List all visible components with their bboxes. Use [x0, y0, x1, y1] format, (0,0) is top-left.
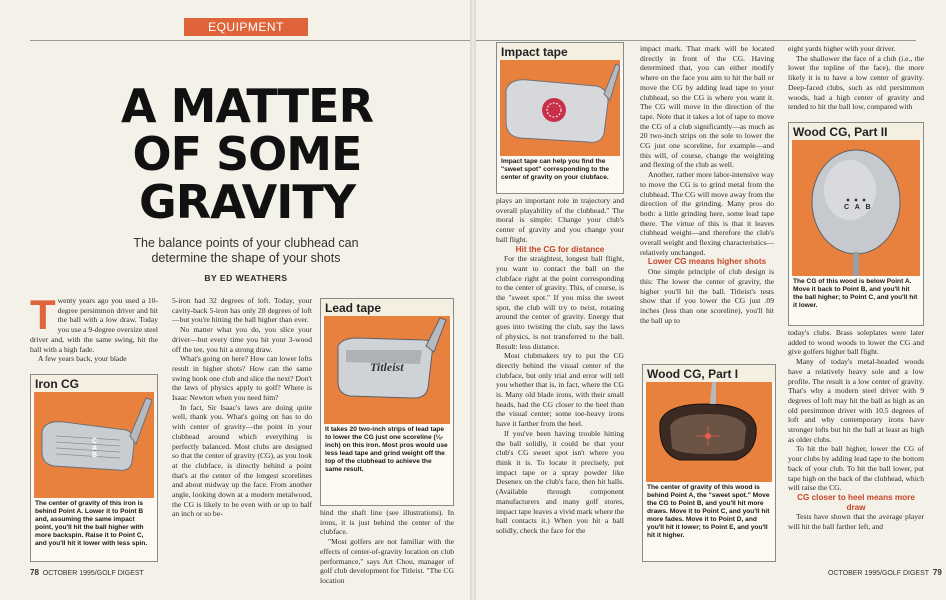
paragraph: hind the shaft line (see illustrations). In irons, it is just behind the center of the clubface.: [320, 508, 454, 537]
paragraph: eight yards higher with your driver.: [788, 44, 896, 53]
paragraph: To hit the ball higher, lower the CG of your clubs by adding lead tape to the bottom back of your club. To hit the ball lower, put tape high on the back of the clubhead, which will raise the CG.: [788, 444, 925, 493]
paragraph: plays an important role in trajectory and overall playability of the clubhead." The moral is simple: Change your club's center of gravity and you change your ball flight.: [496, 196, 624, 244]
paragraph: The shallower the face of a club (i.e., the lower the topline of the face), the more likely it is to have a low center of gravity. Deep-faced clubs, such as old persimmon woods, had a high center of gravity and tended to hit the ball low, compared with: [788, 53, 924, 112]
top-rule: [30, 40, 470, 41]
point-c-label: C: [92, 438, 98, 445]
point-b-label: B: [92, 452, 98, 459]
column-4: [496, 196, 624, 536]
impact-tape-box: [496, 42, 624, 194]
folio-right: [828, 568, 942, 577]
paragraph: For the straightest, longest ball flight, you want to contact the ball on the clubface right at the point corresponding to the center of gravity. This, of course, is the "sweet spot." If you miss the sweet spot, the club will try to twist, rotating around the center of gravity. Energy that goes into twisting the club, say the laws of physics, is not transferred to the ball. Result: less distance.: [496, 254, 624, 351]
club-brand: Titleist: [370, 360, 404, 374]
paragraph: No matter what you do, you slice your driver—but every time you hit your 3-wood off the tee, you hit a strong draw.: [172, 325, 312, 354]
column-1: [30, 291, 158, 364]
iron-photo: [34, 392, 154, 498]
box-caption: The center of gravity of this iron is behind Point A. Lower it to Point B and, assuming the same impact point, you'll hit the ball higher with more backspin. Raise it to Point C, and you'll hit it lower with less spin.: [35, 500, 148, 547]
subhead: Lower CG means higher shots: [647, 257, 767, 267]
page-number: 79: [932, 568, 942, 577]
box-title: Wood CG, Part I: [643, 365, 775, 382]
driver-face-photo: [646, 382, 772, 482]
box-caption: Impact tape can help you find the "sweet spot" corresponding to the center of gravity on your clubface.: [501, 158, 610, 181]
paragraph: If you've been having trouble hitting the ball solidly, it could be that your club's CG sweet spot isn't where you think it is. To locate it precisely, put impact tape or a spray powder like Desenex on the club's face, then hit balls. (Available through component manufacturers and many golf stores, impact tape leaves a vivid mark where the ball contacts it.) When you hit a ball solidly, check the face for the: [496, 428, 624, 535]
box-title: Iron CG: [31, 375, 157, 392]
box-title: Lead tape: [321, 299, 453, 316]
column-2: [172, 296, 312, 519]
drop-cap: T: [30, 291, 56, 338]
right-page: [476, 0, 946, 600]
impact-mark-icon: [500, 60, 620, 156]
folio-text: OCTOBER 1995/GOLF DIGEST: [42, 570, 144, 577]
paragraph: What's going on here? How can lower lofts result in higher shots? How can the same swing hook one club and slice the next? Don't the laws of physics apply to golf? Where is Isaac Newton when you need him?: [172, 354, 312, 403]
column-6-continued: [788, 328, 924, 532]
cg-point-labels: [92, 438, 97, 459]
wood-cg-part-1-box: [642, 364, 776, 562]
cg-point-labels: C A B: [844, 204, 873, 211]
column-5: [640, 44, 774, 325]
byline: BY ED WEATHERS: [204, 273, 288, 283]
deck: The balance points of your clubhead can determine the shape of your shots: [133, 236, 359, 265]
paragraph: today's clubs. Brass soleplates were later added to wood woods to lower the CG and give golfers higher ball flight.: [788, 328, 924, 357]
wood-sole-photo: [792, 140, 920, 276]
paragraph: impact mark. That mark will be located directly in front of the CG. Having determined that, you can either modify where on the face you aim to hit the ball or move the CG by adding lead tape to your clubhead, so the CG is where you want it. The CG will move in the direction of the tape. Note that it takes a lot of tape to move the CG of a club significantly—as much as 20 two-inch strips on the sole to lower the CG just one scoreline, for example—and this will, of course, change the weighting and flexing of the club as well.: [640, 44, 774, 170]
paragraph: Another, rather more labor-intensive way to move the CG is to grind metal from the clubhead. The CG will move away from the direction of the grinding. Many pros do both: a little grinding here, some lead tape there. The virtue of this is that it leaves clubhead weight—and therefore the club's overall weight and flexing characteristics—relatively unchanged.: [640, 170, 774, 257]
paragraph: 5-iron had 32 degrees of loft. Today, your cavity-back 5-iron has only 28 degrees of loft—but you're hitting the ball higher than ever.: [172, 296, 312, 325]
box-title: Wood CG, Part II: [789, 123, 923, 140]
impact-tape-photo: [500, 60, 620, 156]
column-6: [788, 44, 924, 112]
subhead: Hit the CG for distance: [515, 244, 605, 254]
paragraph: In fact, Sir Isaac's laws are doing quite well, thank you. What's going on has to do with center of gravity—the point in your clubhead around which everything is perfectly balanced. Most clubs are designed so that the center of gravity (CG), as you look at the clubface, is directly behind a point that's at the center of the longest scorelines and about midway up the face. From another angle, looking down at a modern metalwood, the CG is likely to be even with or up to half an inch or so be-: [172, 402, 312, 519]
iron-cg-box: [30, 374, 158, 562]
top-rule: [476, 40, 916, 41]
box-caption: It takes 20 two-inch strips of lead tape to lower the CG just one scoreline (⅛-inch) on this iron. Most pros would use less lead tape and grind weight off the top of the clubhead to achieve the same result.: [325, 426, 448, 473]
paragraph: One simple principle of club design is this: The lower the center of gravity, the higher you'll hit the ball. Titleist's tests show that if you lower the CG just .09 inches (less than one scoreline), you'll hit the ball up to: [640, 267, 774, 325]
box-caption: The CG of this wood is below Point A. Move it back to Point B, and you'll hit the ball higher; to Point C, and you'll hit it lower.: [793, 278, 918, 309]
point-a-label: A: [92, 445, 98, 452]
section-tag: EQUIPMENT: [184, 18, 308, 36]
lead-tape-photo: [324, 316, 450, 424]
box-title: Impact tape: [497, 43, 623, 60]
headline: A MATTER OF SOME GRAVITY: [120, 79, 374, 229]
paragraph: "Most golfers are not familiar with the effects of center-of-gravity location on club performance," says Art Chou, manager of golf club development for Titleist. "The CG location: [320, 537, 454, 585]
paragraph: Many of today's metal-headed woods have a relatively heavy sole and a low profile. The result is a low center of gravity. That's why a modern steel driver with 9 degrees of loft may hit the ball as high as an old persimmon driver with 10.5 degrees of loft and why contemporary irons have stronger lofts but hit the ball at least as high as older clubs.: [788, 357, 924, 444]
subhead: CG closer to heel means more draw: [797, 492, 915, 512]
paragraph-text: wenty years ago you used a 10-degree persimmon driver and hit the ball with a low draw. Today you use a 9-degree oversize steel driver and, with the same swing, hit the ball with a high fade.: [30, 296, 158, 354]
wood-cg-part-2-box: [788, 122, 924, 326]
folio-text: OCTOBER 1995/GOLF DIGEST: [828, 570, 930, 577]
left-page: [0, 0, 470, 600]
paragraph: Tests have shown that the average player will hit the ball farther left, and: [788, 512, 924, 532]
box-caption: The center of gravity of this wood is behind Point A, the "sweet spot." Move the CG to Point B, and you'll hit more draws. Move it to Point C, and you'll hit more fades. Move it to Point D, and you'll hit it lower; to Point E, and you'll hit it higher.: [647, 484, 770, 539]
paragraph: A few years back, your blade: [38, 354, 127, 364]
column-3: [320, 508, 454, 586]
paragraph: Most clubmakers try to put the CG directly behind the visual center of the clubface, but only trial and error will tell you whether that is, in fact, where the CG is. Many old blade irons, with their small heads, had the CG closer to the heel than the visual center; some toe-heavy irons have it farther from the heel.: [496, 351, 624, 429]
paragraph: [30, 291, 158, 354]
page-number: 78: [30, 568, 39, 577]
lead-tape-box: [320, 298, 454, 506]
driver-face-icon: [646, 382, 772, 482]
folio-left: [30, 568, 144, 577]
